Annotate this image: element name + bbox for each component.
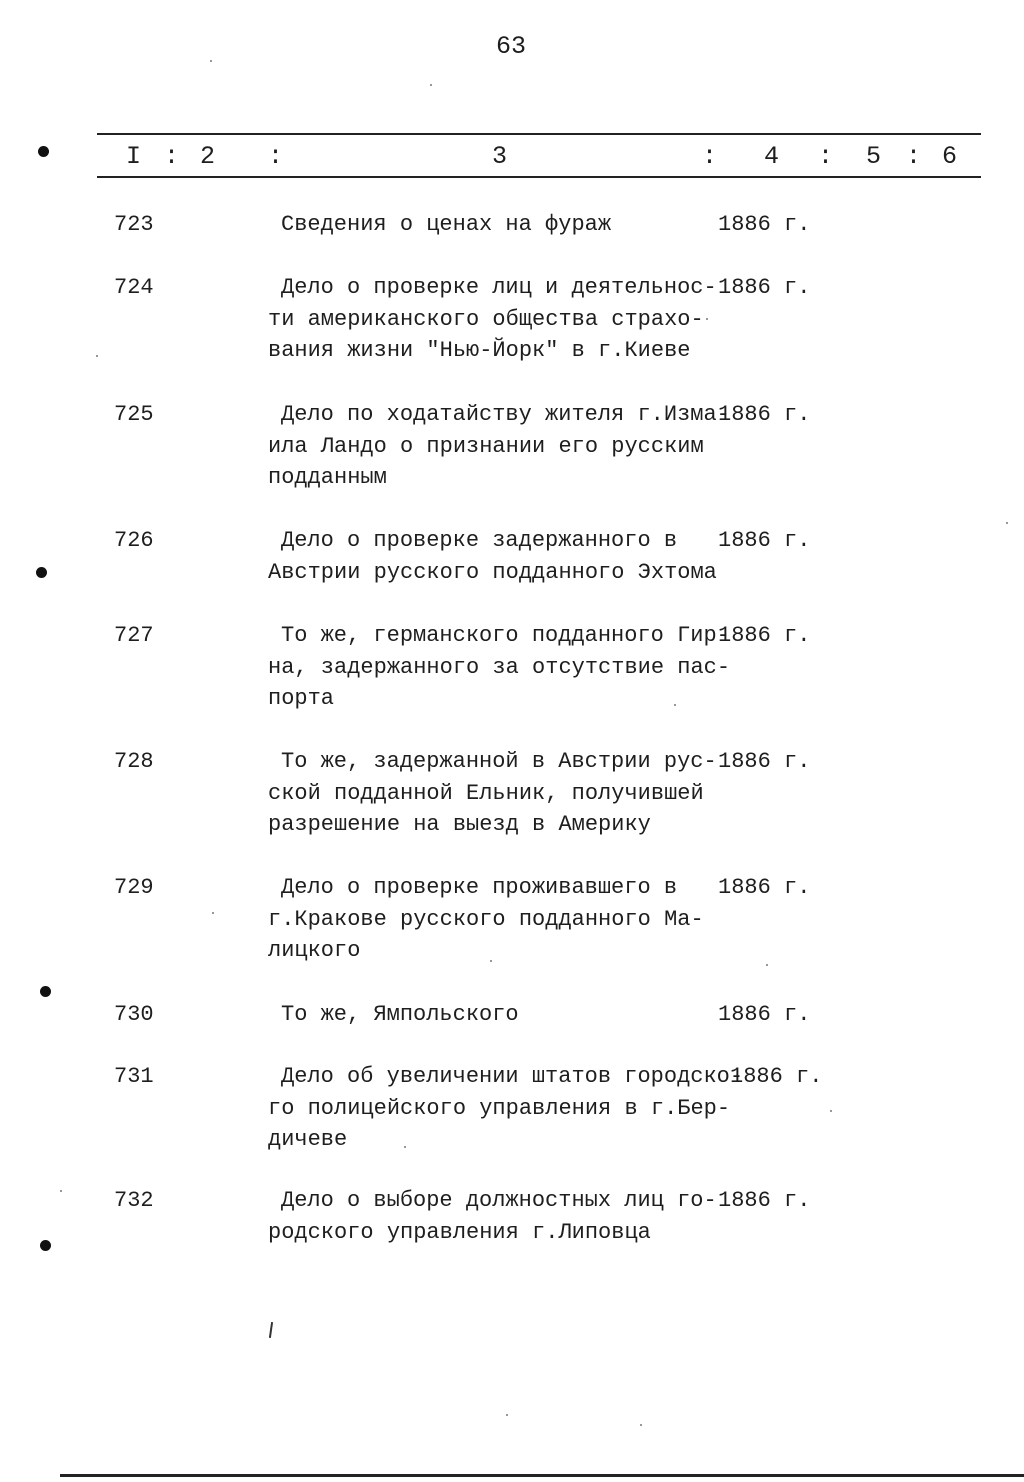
scan-speck (60, 1190, 62, 1192)
entry-title-line: дичеве (268, 1127, 348, 1152)
entry-title-line: г.Кракове русского подданного Ма- (268, 906, 704, 932)
scan-speck (766, 964, 768, 966)
entry-title-line: подданным (268, 465, 387, 490)
scan-speck (96, 355, 98, 357)
punch-hole-mark (38, 146, 49, 157)
column-header-3: 3 (492, 142, 508, 171)
scan-speck (830, 1110, 832, 1112)
entry-year: 1886 г. (718, 275, 811, 300)
entry-year: 1886 г. (718, 749, 811, 774)
entry-title-line: родского управления г.Липовца (268, 1219, 651, 1245)
entry-title (268, 872, 728, 967)
entry-year: 1886 г. (718, 212, 811, 237)
entry-title-line: порта (268, 686, 335, 711)
entry-number: 730 (114, 1002, 154, 1027)
entry-number: 724 (114, 275, 154, 300)
entry-year: 1886 г. (718, 1188, 811, 1213)
entry-number: 723 (114, 212, 154, 237)
entry-number: 729 (114, 875, 154, 900)
scan-speck (210, 60, 212, 62)
entry-year: 1886 г. (718, 528, 811, 553)
entry-year: 1886 г. (718, 1002, 811, 1027)
scan-pen-stroke (269, 1322, 273, 1338)
header-bottom-rule (97, 176, 981, 178)
entry-title (268, 525, 728, 588)
entry-number: 727 (114, 623, 154, 648)
scan-speck (490, 960, 492, 962)
entry-number: 732 (114, 1188, 154, 1213)
column-header-5: 5 (866, 142, 882, 171)
entry-number: 725 (114, 402, 154, 427)
entry-year: 1886 г. (718, 623, 811, 648)
scan-speck (212, 912, 214, 914)
entry-title (268, 209, 728, 241)
punch-hole-mark (40, 1240, 51, 1251)
entry-title-line: го полицейского управления в г.Бер- (268, 1095, 731, 1121)
entry-title-line: лицкого (268, 938, 361, 963)
column-separator: : (164, 142, 180, 171)
entry-title (268, 1185, 728, 1248)
scan-speck (1006, 522, 1008, 524)
punch-hole-mark (36, 567, 47, 578)
entry-year: 1886 г. (718, 402, 811, 427)
column-header-1: I (126, 142, 142, 171)
column-separator: : (906, 142, 922, 171)
scan-speck (674, 704, 676, 706)
entry-title-line: Дело о проверке лиц и деятельнос- (281, 275, 717, 300)
entry-title (268, 999, 728, 1031)
entry-title-line: ила Ландо о признании его русским (268, 433, 704, 459)
entry-title-line: на, задержанного за отсутствие пас- (268, 654, 731, 680)
entry-title (268, 272, 728, 367)
page-number: 63 (496, 32, 527, 61)
entry-title-line: ти американского общества страхо- (268, 306, 704, 332)
entry-title-line: Сведения о ценах на фураж (281, 212, 612, 237)
entry-title-line: То же, задержанной в Австрии рус- (281, 749, 717, 774)
entry-title-line: То же, германского подданного Гир- (281, 623, 730, 648)
column-separator: : (702, 142, 718, 171)
column-header-2: 2 (200, 142, 216, 171)
entry-title-line: Дело по ходатайству жителя г.Изма- (281, 402, 730, 427)
scan-speck (430, 84, 432, 86)
scan-speck (506, 1414, 508, 1416)
entry-number: 726 (114, 528, 154, 553)
entry-title-line: вания жизни "Нью-Йорк" в г.Киеве (268, 338, 691, 363)
entry-title-line: разрешение на выезд в Америку (268, 812, 651, 837)
entry-title (268, 1061, 744, 1156)
entry-title-line: Дело о выборе должностных лиц го- (281, 1188, 717, 1213)
entry-title-line: ской подданной Ельник, получившей (268, 780, 704, 806)
entry-title-line: Дело об увеличении штатов городско- (281, 1064, 744, 1089)
entry-title (268, 746, 728, 841)
entry-title-line: Дело о проверке проживавшего в (281, 875, 678, 900)
column-separator: : (268, 142, 284, 171)
scan-speck (706, 318, 708, 320)
entry-title (268, 620, 731, 715)
entry-title-line: Дело о проверке задержанного в (281, 528, 678, 553)
scan-speck (404, 1146, 406, 1148)
bottom-edge-rule (60, 1474, 1024, 1477)
entry-year: 1886 г. (718, 875, 811, 900)
column-header-4: 4 (764, 142, 780, 171)
entry-number: 728 (114, 749, 154, 774)
entry-title-line: То же, Ямпольского (281, 1002, 519, 1027)
entry-number: 731 (114, 1064, 154, 1089)
column-header-6: 6 (942, 142, 958, 171)
header-top-rule (97, 133, 981, 135)
entry-title (268, 399, 728, 494)
punch-hole-mark (40, 986, 51, 997)
entry-year: 1886 г. (730, 1064, 823, 1089)
column-separator: : (818, 142, 834, 171)
entry-title-line: Австрии русского подданного Эхтома (268, 559, 717, 585)
scan-speck (640, 1424, 642, 1426)
